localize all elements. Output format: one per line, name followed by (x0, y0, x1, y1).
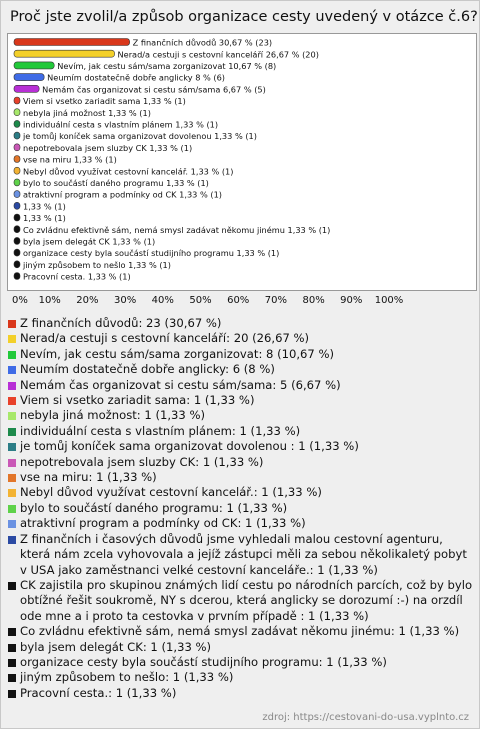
x-tick-label: 30% (113, 295, 137, 306)
x-tick-label: 40% (151, 295, 174, 306)
legend-item (8, 501, 476, 516)
legend-label: nebyla jiná možnost: 1 (1,33 %) (20, 408, 206, 423)
legend-label: Nerad/a cestuji s cestovní kanceláří: 20 (26,67 %) (20, 331, 310, 346)
bar (14, 132, 20, 139)
legend-item (8, 470, 476, 485)
legend-label: Pracovní cesta.: 1 (1,33 %) (20, 685, 177, 700)
source-note: zdroj: https://cestovani-do-usa.vyplnto.cz (262, 712, 469, 723)
bar (14, 39, 130, 46)
bar (14, 237, 20, 244)
legend-item (8, 485, 476, 500)
legend-swatch (8, 443, 16, 451)
legend-swatch (8, 536, 16, 544)
legend-label: Z finančních důvodů: 23 (30,67 %) (20, 316, 222, 330)
x-tick-label: 50% (189, 295, 212, 306)
legend-swatch (8, 489, 16, 497)
legend-label: individuální cesta s vlastním plánem: 1 (1,33 %) (20, 423, 301, 438)
legend-item (8, 670, 476, 685)
bar (14, 97, 20, 104)
legend-label: vse na miru: 1 (1,33 %) (20, 470, 157, 485)
legend-label: byla jsem delegát CK: 1 (1,33 %) (20, 639, 212, 654)
legend-swatch (8, 320, 16, 328)
legend-item (8, 424, 476, 439)
legend-label: Nebyl důvod využívat cestovní kancelář.: 1 (1,33 %) (20, 485, 322, 500)
bar-chart (8, 34, 476, 290)
bar-label: Nemám čas organizovat si cestu sám/sama 6,67 % (5) (42, 84, 266, 95)
legend-swatch (8, 335, 16, 343)
bar-label: individuální cesta s vlastním plánem 1,33 % (1) (23, 119, 219, 130)
legend-label: Neumím dostatečně dobře anglicky: 6 (8 %) (20, 362, 275, 377)
bar-label: Z finančních důvodů 30,67 % (23) (132, 37, 273, 48)
bar (14, 50, 115, 57)
bar (14, 261, 20, 268)
bar-label: jiným způsobem to nešlo 1,33 % (1) (23, 259, 171, 270)
bar-label: organizace cesty byla součástí studijního programu 1,33 % (1) (23, 248, 280, 259)
bar (14, 191, 20, 198)
legend-item (8, 686, 476, 701)
legend-label: Co zvládnu efektivně sám, nemá smysl zadávat někomu jinému: 1 (1,33 %) (20, 624, 460, 639)
legend-label: jiným způsobem to nešlo: 1 (1,33 %) (20, 670, 234, 685)
legend-swatch (8, 351, 16, 359)
bar-label: Co zvládnu efektivně sám, nemá smysl zadávat někomu jinému 1,33 % (1) (23, 224, 331, 235)
bar-label: Neumím dostatečně dobře anglicky 8 % (6) (47, 72, 226, 83)
legend-item (8, 640, 476, 655)
bar (14, 214, 20, 221)
bar (14, 144, 20, 151)
legend-label: organizace cesty byla součástí studijního programu: 1 (1,33 %) (20, 654, 387, 669)
bar (14, 85, 39, 92)
bar-label: Nevím, jak cestu sám/sama zorganizovat 10,67 % (8) (57, 61, 277, 71)
legend-swatch (8, 582, 16, 590)
bar (14, 156, 20, 163)
bar (14, 273, 20, 280)
legend-item (8, 362, 476, 377)
bar-label: 1,33 % (1) (23, 201, 66, 212)
legend-item (8, 439, 476, 454)
legend-label: Z finančních i časových důvodů jsme vyhledali malou cestovní agenturu, která nám zcela vyhovovala a jejíž zástupci měli za sebou několikaletý pobyt v USA jako zaměstnanci velké cestovní kanceláře.: 1 (1,33 %) (20, 531, 467, 577)
legend-label: je tomůj koníček sama organizovat dovolenou : 1 (1,33 %) (20, 439, 359, 454)
bar-label: bylo to součástí daného programu 1,33 % (1) (23, 178, 209, 188)
legend-item (8, 408, 476, 423)
legend-label: bylo to součástí daného programu: 1 (1,33 %) (20, 500, 288, 515)
x-tick-label: 80% (302, 295, 325, 306)
x-axis-ticks (0, 290, 480, 310)
bar-label: nebyla jiná možnost 1,33 % (1) (23, 107, 151, 118)
legend-item (8, 393, 476, 408)
bar (14, 120, 20, 127)
bar-label: atraktivní program a podmínky od CK 1,33 % (1) (23, 189, 222, 200)
legend-swatch (8, 659, 16, 667)
bar-label: nepotrebovala jsem sluzby CK 1,33 % (1) (23, 142, 193, 153)
bar-label: Nebyl důvod využívat cestovní kancelář. 1,33 % (1) (23, 166, 234, 177)
plot-area (7, 33, 477, 291)
legend-label: Nevím, jak cestu sám/sama zorganizovat: 8 (10,67 %) (20, 346, 335, 361)
legend-label: Nemám čas organizovat si cestu sám/sama: 5 (6,67 %) (20, 377, 341, 392)
legend-swatch (8, 459, 16, 467)
bar (14, 74, 44, 81)
legend-swatch (8, 428, 16, 436)
legend-swatch (8, 505, 16, 513)
legend-label: Viem si vsetko zariadit sama: 1 (1,33 %) (20, 393, 255, 408)
legend-item (8, 624, 476, 639)
legend-swatch (8, 520, 16, 528)
bar (14, 202, 20, 209)
legend-item (8, 532, 476, 578)
legend-item (8, 655, 476, 670)
legend-label: CK zajistila pro skupinou známých lidí cestu po národních parcích, což by bylo obtížné řešit soukromě, NY s dcerou, která anglicky se dorozumí :-) na orzdíl ode mne a i proto ta cestovka v prvním případě : 1 (1,33 %) (20, 577, 473, 623)
legend-swatch (8, 397, 16, 405)
bar-label: Pracovní cesta. 1,33 % (1) (23, 271, 131, 282)
legend-item (8, 455, 476, 470)
x-tick-label: 10% (38, 295, 61, 306)
x-tick-label: 60% (227, 295, 250, 306)
legend-label: nepotrebovala jsem sluzby CK: 1 (1,33 %) (20, 454, 264, 469)
bar (14, 226, 20, 233)
legend-item (8, 578, 476, 624)
legend-swatch (8, 366, 16, 374)
x-tick-label: 90% (340, 295, 363, 306)
legend-item (8, 347, 476, 362)
x-tick-label: 70% (264, 295, 288, 306)
legend-swatch (8, 474, 16, 482)
chart-title: Proč jste zvolil/a způsob organizace cesty uvedený v otázce č.6? (10, 9, 478, 25)
legend-swatch (8, 674, 16, 682)
bar (14, 179, 20, 186)
legend-swatch (8, 412, 16, 420)
legend-item (8, 316, 476, 331)
legend-item (8, 516, 476, 531)
legend-swatch (8, 690, 16, 698)
bar-label: 1,33 % (1) (23, 213, 66, 224)
bar (14, 167, 20, 174)
bar (14, 62, 54, 69)
legend-label: atraktivní program a podmínky od CK: 1 (1,33 %) (20, 516, 306, 531)
legend-swatch (8, 644, 16, 652)
legend-item (8, 331, 476, 346)
x-tick-label: 0% (12, 295, 28, 306)
bar (14, 109, 20, 116)
bar-label: byla jsem delegát CK 1,33 % (1) (23, 236, 156, 247)
legend (8, 316, 476, 701)
x-tick-label: 100% (374, 295, 404, 306)
bar-label: Viem si vsetko zariadit sama 1,33 % (1) (23, 96, 186, 107)
legend-item (8, 378, 476, 393)
legend-swatch (8, 382, 16, 390)
bar-label: vse na miru 1,33 % (1) (23, 154, 117, 165)
bar (14, 249, 20, 256)
bar-label: je tomůj koníček sama organizovat dovolenou 1,33 % (1) (23, 131, 257, 142)
x-tick-label: 20% (76, 295, 99, 306)
legend-swatch (8, 628, 16, 636)
bar-label: Nerad/a cestuji s cestovní kanceláří 26,67 % (20) (117, 49, 319, 60)
